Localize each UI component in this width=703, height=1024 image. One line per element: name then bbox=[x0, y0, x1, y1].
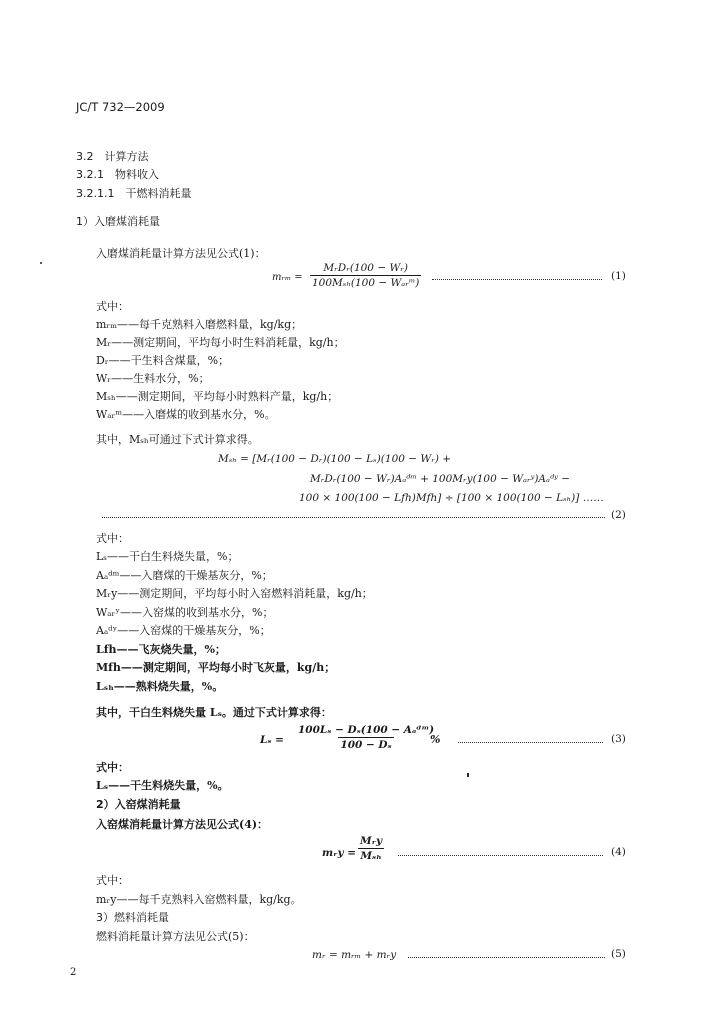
where-label-2: 式中： bbox=[96, 532, 129, 545]
definition-item: Lₛ——干生料烧失量，%。 bbox=[96, 779, 229, 792]
eq5-number: (5) bbox=[611, 948, 626, 960]
eq3-denominator: 100 − Dₛ bbox=[340, 739, 392, 751]
eq2-line2: MᵣDᵣ(100 − Wᵣ)Aₐᵈᵐ + 100Mᵣy(100 − Wₐᵣʸ)Aₐᵈʸ − bbox=[310, 473, 571, 485]
definition-item: Lfh——飞灰烧失量，%； bbox=[96, 642, 226, 656]
section-3-2-1-heading: 3.2.1 物料收入 bbox=[76, 168, 159, 181]
definition-item: Mfh——测定期间，平均每小时飞灰量，kg/h； bbox=[96, 661, 336, 674]
definition-item: Aₐᵈʸ——入窑煤的干燥基灰分，%； bbox=[96, 624, 271, 637]
definition-item: mᵣy——每千克熟料入窑燃料量，kg/kg。 bbox=[96, 893, 302, 906]
eq2-number: (2) bbox=[611, 509, 626, 521]
section-3-2-1-1-heading: 3.2.1.1 干燃料消耗量 bbox=[76, 187, 192, 200]
eq4-leader-dots bbox=[398, 855, 603, 856]
definition-item: Mᵣ——测定期间，平均每小时生料消耗量，kg/h； bbox=[96, 336, 345, 349]
item-3-heading: 3）燃料消耗量 bbox=[96, 911, 169, 924]
eq4-number: (4) bbox=[611, 846, 626, 858]
eq1-number: (1) bbox=[611, 270, 626, 282]
eq3-lhs: Lₛ = bbox=[260, 734, 284, 746]
eq1-fraction bbox=[310, 262, 421, 289]
eq4-fraction bbox=[358, 835, 384, 862]
eq3-numerator: 100Lₛ − Dₛ(100 − Aₐᵈᵐ) bbox=[298, 724, 435, 736]
where-label-3: 式中： bbox=[96, 761, 129, 774]
definition-item: Lₛ——干白生料烧失量，%； bbox=[96, 550, 239, 563]
definitions-list-2 bbox=[96, 550, 616, 698]
eq2-line3: 100 × 100(100 − Lfh)Mfh] ÷ [100 × 100(100 − Lₛₕ)] …… bbox=[299, 492, 604, 504]
eq4-lhs: mᵣy = bbox=[322, 847, 357, 859]
eq5-leader-dots bbox=[408, 957, 605, 958]
where-label-1: 式中： bbox=[96, 300, 129, 313]
page-number: 2 bbox=[70, 967, 77, 978]
para-msh-intro: 其中，Mₛₕ可通过下式计算求得。 bbox=[96, 433, 259, 446]
eq2-line1: Mₛₕ = [Mᵣ(100 − Dᵣ)(100 − Lₛ)(100 − Wᵣ) + bbox=[218, 453, 452, 465]
para-eq5-intro: 燃料消耗量计算方法见公式(5)： bbox=[96, 930, 255, 943]
definition-item: Dᵣ——干生料含煤量，%； bbox=[96, 354, 230, 367]
eq1-denominator: 100Mₛₕ(100 − Wₐᵣᵐ) bbox=[312, 277, 420, 289]
item-1-heading: 1）入磨煤消耗量 bbox=[76, 215, 160, 228]
scan-speck bbox=[467, 773, 469, 777]
definition-item: Lₛₕ——熟料烧失量，%。 bbox=[96, 679, 224, 693]
definition-item: Mₛₕ——测定期间，平均每小时熟料产量，kg/h； bbox=[96, 390, 339, 403]
eq1-leader-dots bbox=[432, 279, 602, 280]
scan-speck bbox=[40, 262, 42, 264]
para-ls-intro: 其中，干白生料烧失量 Lₛ。通过下式计算求得： bbox=[96, 706, 332, 719]
definitions-list-1 bbox=[96, 318, 616, 426]
doc-code-header: JC/T 732—2009 bbox=[76, 100, 165, 114]
para-eq4-intro: 入窑煤消耗量计算方法见公式(4)： bbox=[96, 818, 269, 831]
item-2-heading: 2）入窑煤消耗量 bbox=[96, 798, 181, 811]
eq4-denominator: Mₛₕ bbox=[360, 850, 382, 862]
para-eq1-intro: 入磨煤消耗量计算方法见公式(1)： bbox=[96, 247, 266, 260]
eq1-numerator: MᵣDᵣ(100 − Wᵣ) bbox=[323, 262, 408, 274]
eq3-fraction bbox=[296, 724, 436, 751]
definition-item: Aₐᵈᵐ——入磨煤的干燥基灰分，%； bbox=[96, 568, 273, 582]
eq4-numerator: Mᵣy bbox=[360, 835, 383, 847]
where-label-4: 式中： bbox=[96, 874, 129, 887]
eq3-leader-dots bbox=[458, 742, 603, 743]
eq5-expression: mᵣ = mᵣₘ + mᵣy bbox=[312, 949, 397, 961]
definition-item: Wᵣ——生料水分，%； bbox=[96, 372, 210, 385]
eq3-number: (3) bbox=[611, 733, 626, 745]
definition-item: Wₐᵣᵐ——入磨煤的收到基水分，%。 bbox=[96, 408, 276, 421]
eq1-lhs: mᵣₘ = bbox=[272, 272, 303, 283]
eq2-leader-dots bbox=[102, 517, 605, 518]
definition-item: mᵣₘ——每千克熟料入磨燃料量，kg/kg； bbox=[96, 318, 303, 331]
section-3-2-heading: 3.2 计算方法 bbox=[76, 150, 149, 163]
definition-item: Mᵣy——测定期间，平均每小时入窑燃料消耗量，kg/h； bbox=[96, 587, 373, 600]
definition-item: Wₐᵣʸ——入窑煤的收到基水分，%； bbox=[96, 605, 274, 619]
eq3-unit: % bbox=[430, 733, 441, 746]
